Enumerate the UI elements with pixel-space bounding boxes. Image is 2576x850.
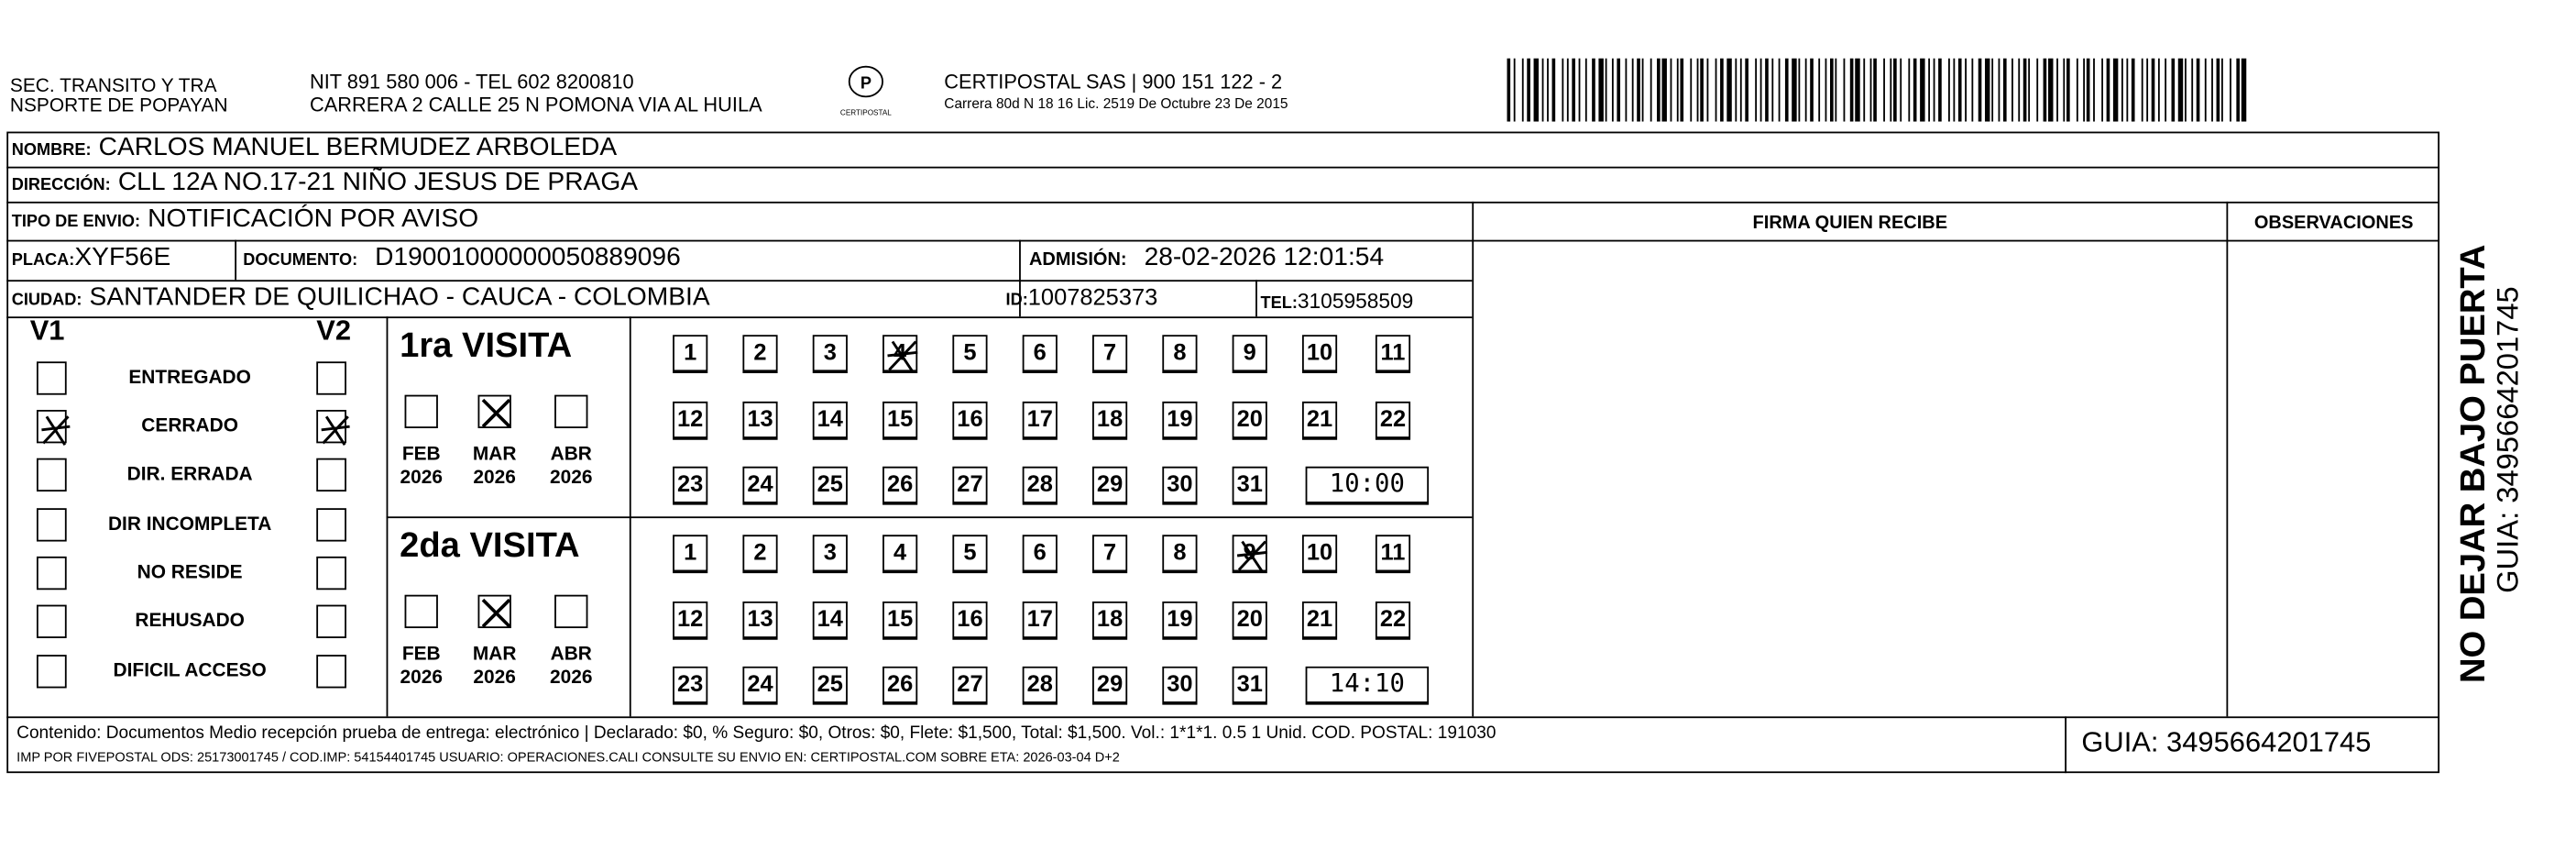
month-name: ABR [550, 645, 592, 666]
month-label [538, 443, 605, 490]
day-box[interactable]: 21 [1302, 402, 1337, 440]
day-box[interactable]: 16 [952, 402, 987, 440]
day-box[interactable]: 4 [882, 535, 917, 573]
tipo-envio-label: TIPO DE ENVIO: [11, 213, 141, 232]
day-box[interactable]: 26 [882, 667, 917, 705]
company-info [944, 70, 1288, 113]
day-box[interactable]: 18 [1092, 402, 1127, 440]
month-checkbox[interactable] [405, 395, 438, 428]
day-box[interactable]: 9 [1233, 335, 1267, 373]
admision-field [1029, 243, 1384, 273]
status-label: NO RESIDE [137, 563, 243, 583]
day-box[interactable]: 12 [673, 402, 707, 440]
id-value: 1007825373 [1027, 282, 1158, 310]
placa-field [12, 243, 171, 273]
day-box[interactable]: 17 [1023, 402, 1058, 440]
admision-label: ADMISIÓN: [1028, 249, 1127, 270]
visit-title: 1ra VISITA [400, 326, 573, 365]
day-box[interactable]: 29 [1092, 467, 1127, 505]
month-name: MAR [472, 645, 517, 666]
tipo-envio-row [12, 205, 478, 236]
contenido-text: Contenido: Documentos Medio recepción prueba de entrega: electrónico | Declarado: $0, % Seguro: $0, Otros: $0, Flete: $1,500, Total: $1,500. Vol.: 1*1*1. 0.5 1 Unid. COD. POSTAL: 191030 [16, 723, 1496, 744]
v1-checkbox[interactable] [37, 458, 67, 491]
day-box[interactable]: 22 [1376, 602, 1410, 640]
visit-time: 14:10 [1306, 667, 1429, 705]
direccion-label: DIRECCIÓN: [11, 176, 111, 195]
v2-checkbox[interactable] [316, 655, 346, 688]
barcode [1507, 59, 2256, 122]
day-box[interactable]: 13 [742, 602, 777, 640]
visit-title: 2da VISITA [400, 526, 580, 565]
day-box[interactable]: 24 [742, 667, 777, 705]
day-box[interactable]: 26 [882, 467, 917, 505]
sender-line-1: SEC. TRANSITO Y TRA [9, 76, 217, 97]
v2-checkbox[interactable] [316, 557, 346, 590]
month-label [461, 643, 528, 690]
placa-value: XYF56E [74, 243, 171, 272]
day-box-marked[interactable]: 9 [1233, 535, 1267, 573]
day-box[interactable]: 30 [1162, 667, 1197, 705]
status-label: ENTREGADO [128, 368, 251, 389]
ciudad-field [12, 283, 710, 314]
day-box[interactable]: 21 [1302, 602, 1337, 640]
admision-value: 28-02-2026 12:01:54 [1144, 243, 1385, 272]
no-dejar-bajo-puerta: NO DEJAR BAJO PUERTA [2454, 244, 2494, 684]
day-box[interactable]: 19 [1162, 402, 1197, 440]
sender-line-2: NSPORTE DE POPAYAN [9, 96, 228, 117]
day-box[interactable]: 18 [1092, 602, 1127, 640]
status-label: DIFICIL ACCESO [113, 661, 267, 682]
month-label [388, 643, 455, 690]
id-field [1006, 283, 1158, 314]
v2-checkbox[interactable] [316, 458, 346, 491]
day-box[interactable]: 29 [1092, 667, 1127, 705]
month-label [538, 643, 605, 690]
day-box[interactable]: 2 [742, 335, 777, 373]
day-box[interactable]: 8 [1162, 535, 1197, 573]
day-box[interactable]: 17 [1023, 602, 1058, 640]
day-box[interactable]: 5 [952, 535, 987, 573]
month-checkbox-marked[interactable] [478, 595, 511, 628]
day-box[interactable]: 6 [1023, 335, 1058, 373]
sender-contact [310, 70, 762, 116]
documento-value: D19001000000050889096 [375, 243, 681, 272]
sender-name [10, 77, 228, 117]
tel-field [1261, 287, 1414, 317]
day-box[interactable]: 23 [673, 667, 707, 705]
day-box[interactable]: 10 [1302, 335, 1337, 373]
day-box[interactable]: 20 [1233, 602, 1267, 640]
v1-checkbox[interactable] [37, 508, 67, 541]
nit-line: NIT 891 580 006 - TEL 602 8200810 [309, 70, 634, 94]
tel-label: TEL: [1260, 294, 1298, 314]
v1-checkbox[interactable] [37, 557, 67, 590]
month-year: 2026 [400, 468, 443, 489]
direccion-row [12, 169, 638, 199]
v2-checkbox[interactable] [316, 361, 346, 394]
day-box[interactable]: 7 [1092, 335, 1127, 373]
nombre-label: NOMBRE: [11, 141, 92, 160]
month-name: MAR [472, 445, 517, 465]
tel-value: 3105958509 [1297, 290, 1414, 314]
address-line: CARRERA 2 CALLE 25 N POMONA VIA AL HUILA [309, 93, 762, 117]
logo-text: CERTIPOSTAL [839, 108, 892, 117]
day-box[interactable]: 6 [1023, 535, 1058, 573]
status-label: DIR INCOMPLETA [107, 514, 272, 535]
month-year: 2026 [473, 468, 516, 489]
month-label [461, 443, 528, 490]
day-box[interactable]: 24 [742, 467, 777, 505]
day-box[interactable]: 31 [1233, 667, 1267, 705]
day-box[interactable]: 27 [952, 667, 987, 705]
month-name: FEB [401, 645, 441, 666]
placa-label: PLACA: [11, 251, 75, 270]
v1-label: V1 [29, 315, 65, 347]
v2-checkbox[interactable] [316, 605, 346, 638]
day-box[interactable]: 10 [1302, 535, 1337, 573]
v2-checkbox[interactable] [316, 508, 346, 541]
documento-label: DOCUMENTO: [243, 251, 358, 270]
guia-footer: GUIA: 3495664201745 [2081, 726, 2372, 758]
day-box[interactable]: 15 [882, 402, 917, 440]
month-name: ABR [550, 445, 592, 465]
id-label: ID: [1005, 291, 1028, 310]
month-checkbox[interactable] [554, 595, 587, 628]
day-box[interactable]: 3 [813, 535, 848, 573]
day-box[interactable]: 15 [882, 602, 917, 640]
ciudad-value: SANTANDER DE QUILICHAO - CAUCA - COLOMBIA [89, 282, 710, 312]
month-year: 2026 [473, 668, 516, 689]
license-line: Carrera 80d N 18 16 Lic. 2519 De Octubre 23 De 2015 [944, 94, 1288, 112]
day-box[interactable]: 23 [673, 467, 707, 505]
month-year: 2026 [550, 668, 593, 689]
documento-field [243, 243, 680, 273]
month-label [388, 443, 455, 490]
day-box-marked[interactable]: 4 [882, 335, 917, 373]
month-year: 2026 [400, 668, 443, 689]
v1-checkbox[interactable] [37, 655, 67, 688]
day-box[interactable]: 14 [813, 602, 848, 640]
nombre-row [12, 133, 617, 163]
direccion-value: CLL 12A NO.17-21 NIÑO JESUS DE PRAGA [117, 168, 639, 197]
v2-label: V2 [316, 315, 352, 347]
day-box[interactable]: 19 [1162, 602, 1197, 640]
day-box[interactable]: 25 [813, 667, 848, 705]
ciudad-label: CIUDAD: [11, 291, 82, 310]
imp-text: IMP POR FIVEPOSTAL ODS: 25173001745 / COD.IMP: 54154401745 USUARIO: OPERACIONES.CALI CONSULTE SU ENVIO EN: CERTIPOSTAL.COM SOBRE ETA: 2026-03-04 D+2 [16, 749, 1120, 766]
nombre-value: CARLOS MANUEL BERMUDEZ ARBOLEDA [98, 133, 618, 162]
visit-time: 10:00 [1306, 467, 1429, 505]
day-box[interactable]: 22 [1376, 402, 1410, 440]
side-text [2454, 244, 2525, 684]
day-box[interactable]: 3 [813, 335, 848, 373]
svg-text:P: P [860, 73, 871, 93]
day-box[interactable]: 1 [673, 535, 707, 573]
day-box[interactable]: 7 [1092, 535, 1127, 573]
day-box[interactable]: 30 [1162, 467, 1197, 505]
company-line: CERTIPOSTAL SAS | 900 151 122 - 2 [944, 70, 1283, 94]
v1-checkbox-marked[interactable] [37, 410, 67, 443]
month-checkbox-marked[interactable] [478, 395, 511, 428]
firma-label: FIRMA QUIEN RECIBE [1752, 213, 1948, 234]
month-year: 2026 [550, 468, 593, 489]
day-box[interactable]: 28 [1023, 667, 1058, 705]
month-name: FEB [401, 445, 441, 465]
tipo-envio-value: NOTIFICACIÓN POR AVISO [148, 204, 479, 234]
status-label: REHUSADO [135, 611, 245, 632]
observaciones-label: OBSERVACIONES [2253, 213, 2414, 234]
day-box[interactable]: 28 [1023, 467, 1058, 505]
status-label: CERRADO [141, 416, 238, 437]
day-box[interactable]: 5 [952, 335, 987, 373]
v2-checkbox-marked[interactable] [316, 410, 346, 443]
certipostal-logo [829, 63, 903, 120]
day-box[interactable]: 31 [1233, 467, 1267, 505]
day-box[interactable]: 11 [1376, 335, 1410, 373]
day-box[interactable]: 8 [1162, 335, 1197, 373]
day-box[interactable]: 20 [1233, 402, 1267, 440]
day-box[interactable]: 12 [673, 602, 707, 640]
day-box[interactable]: 1 [673, 335, 707, 373]
side-guia: GUIA: 3495664201745 [2491, 286, 2525, 593]
v1-checkbox[interactable] [37, 605, 67, 638]
month-checkbox[interactable] [554, 395, 587, 428]
day-box[interactable]: 2 [742, 535, 777, 573]
status-label: DIR. ERRADA [126, 464, 253, 485]
day-box[interactable]: 11 [1376, 535, 1410, 573]
day-box[interactable]: 27 [952, 467, 987, 505]
day-box[interactable]: 13 [742, 402, 777, 440]
day-box[interactable]: 14 [813, 402, 848, 440]
v1-checkbox[interactable] [37, 361, 67, 394]
month-checkbox[interactable] [405, 595, 438, 628]
day-box[interactable]: 25 [813, 467, 848, 505]
day-box[interactable]: 16 [952, 602, 987, 640]
